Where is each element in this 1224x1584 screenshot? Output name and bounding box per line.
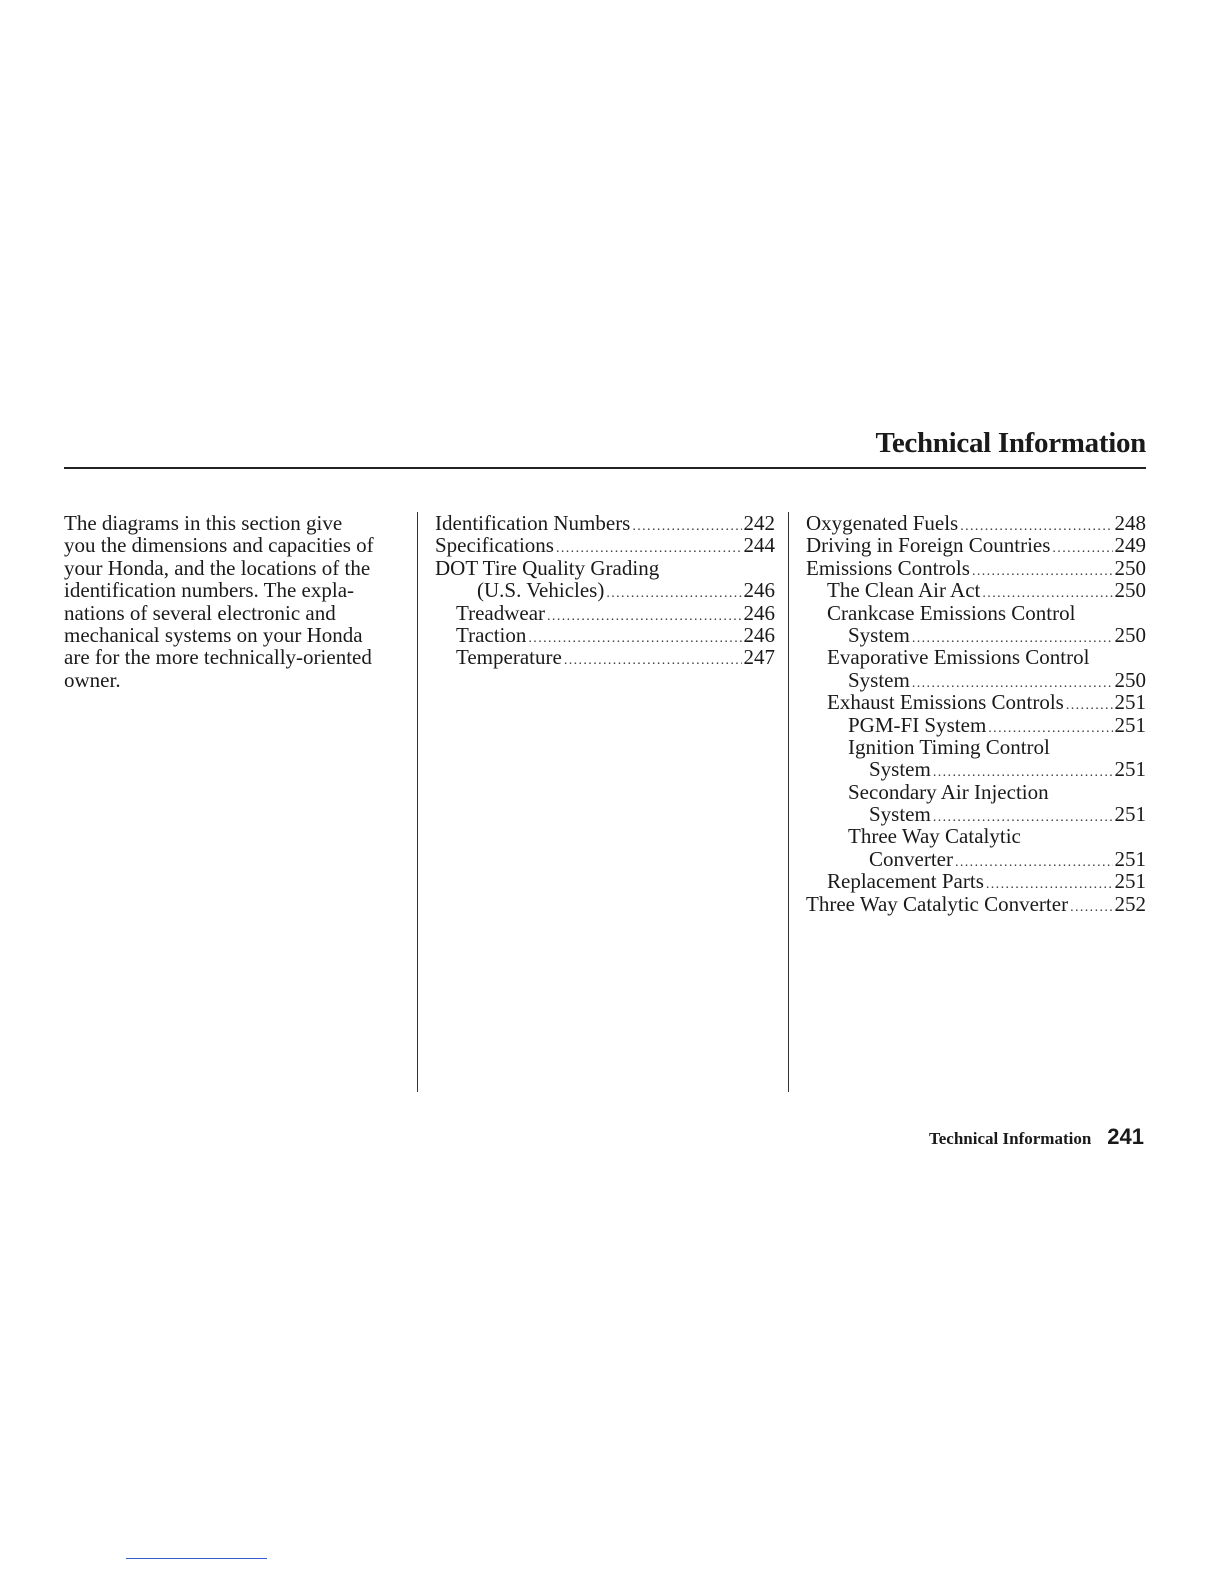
intro-line: identification numbers. The expla-	[64, 578, 355, 603]
intro-line: The diagrams in this section give	[64, 511, 343, 535]
toc-entry-exhaust-emissions-controls[interactable]: Exhaust Emissions Controls ..... 251	[806, 691, 1146, 713]
intro-line: owner.	[64, 667, 121, 692]
toc-entry-treadwear[interactable]: Treadwear ..... 246	[435, 602, 775, 624]
toc-entry-dot-tire-quality-grading[interactable]: DOT Tire Quality Grading	[435, 555, 660, 580]
toc-entry-pgm-fi-system[interactable]: PGM-FI System ..... 251	[806, 714, 1146, 736]
column-divider	[417, 512, 418, 1092]
toc-entry-evaporative-system[interactable]: System ..... 250	[806, 669, 1146, 691]
toc-entry-three-way-catalytic[interactable]: Three Way Catalytic	[848, 824, 1021, 849]
toc-entry-specifications[interactable]: Specifications ..... 244	[435, 534, 775, 556]
toc-entry-traction[interactable]: Traction ..... 246	[435, 624, 775, 646]
toc-entry-emissions-controls[interactable]: Emissions Controls ..... 250	[806, 557, 1146, 579]
toc-entry-ignition-system[interactable]: System ..... 251	[806, 758, 1146, 780]
toc-entry-clean-air-act[interactable]: The Clean Air Act ..... 250	[806, 579, 1146, 601]
toc-entry-three-way-catalytic-converter[interactable]: Three Way Catalytic Converter ..... 252	[806, 893, 1146, 915]
column-divider	[788, 512, 789, 1092]
toc-entry-oxygenated-fuels[interactable]: Oxygenated Fuels ..... 248	[806, 512, 1146, 534]
intro-paragraph	[64, 512, 404, 691]
toc-middle-column	[435, 512, 775, 669]
intro-line: are for the more technically-oriented	[64, 645, 372, 670]
title-rule	[64, 467, 1146, 469]
toc-entry-driving-in-foreign-countries[interactable]: Driving in Foreign Countries ..... 249	[806, 534, 1146, 556]
page-title: Technical Information	[875, 427, 1146, 459]
toc-entry-secondary-air-injection[interactable]: Secondary Air Injection	[848, 779, 1049, 804]
toc-right-column	[806, 512, 1146, 915]
toc-entry-replacement-parts[interactable]: Replacement Parts ..... 251	[806, 870, 1146, 892]
bottom-underline	[126, 1558, 267, 1559]
intro-line: your Honda, and the locations of the	[64, 555, 371, 580]
toc-entry-ignition-timing-control[interactable]: Ignition Timing Control	[848, 734, 1050, 759]
intro-line: mechanical systems on your Honda	[64, 623, 363, 648]
toc-entry-evaporative-emissions-control[interactable]: Evaporative Emissions Control	[827, 645, 1090, 670]
toc-entry-crankcase-emissions-control[interactable]: Crankcase Emissions Control	[827, 600, 1076, 625]
page-number: 241	[1107, 1124, 1144, 1149]
toc-entry-secondary-air-system[interactable]: System ..... 251	[806, 803, 1146, 825]
toc-entry-converter[interactable]: Converter ..... 251	[806, 848, 1146, 870]
intro-line: nations of several electronic and	[64, 600, 336, 625]
toc-entry-temperature[interactable]: Temperature ..... 247	[435, 646, 775, 668]
toc-entry-identification-numbers[interactable]: Identification Numbers ..... 242	[435, 512, 775, 534]
page-footer	[929, 1124, 1144, 1150]
intro-line: you the dimensions and capacities of	[64, 533, 374, 558]
footer-section-label: Technical Information	[928, 1129, 1092, 1148]
toc-entry-crankcase-system[interactable]: System ..... 250	[806, 624, 1146, 646]
toc-entry-us-vehicles[interactable]: (U.S. Vehicles) ..... 246	[435, 579, 775, 601]
